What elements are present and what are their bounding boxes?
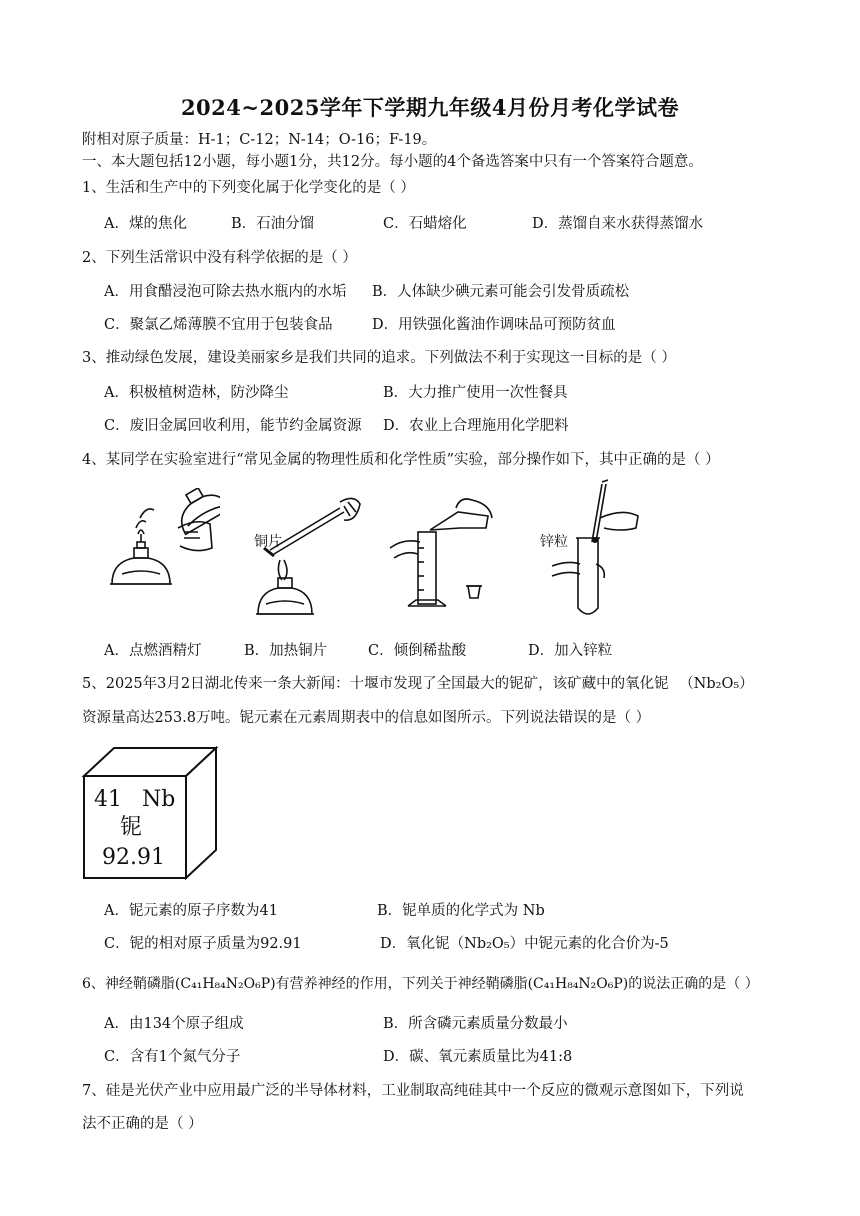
- q2-option-c: C．聚氯乙烯薄膜不宜用于包装食品: [104, 317, 333, 333]
- q3-option-b: B．大力推广使用一次性餐具: [383, 385, 568, 401]
- q6-stem-part-a: 6、神经鞘磷脂: [82, 976, 175, 992]
- q6-option-b: B．所含磷元素质量分数最小: [383, 1016, 568, 1032]
- q3-option-d: D．农业上合理施用化学肥料: [383, 418, 569, 434]
- figure-light-alcohol-lamp: [100, 488, 220, 608]
- q2-stem: 2、下列生活常识中没有科学依据的是（ ）: [82, 250, 357, 266]
- q4-option-d: D．加入锌粒: [528, 643, 613, 659]
- q6-formula-1: (C₄₁H₈₄N₂O₆P): [174, 976, 276, 992]
- zinc-label: 锌粒: [540, 534, 568, 550]
- element-atomic-number: 41: [94, 787, 122, 812]
- q7-stem-line2: 法不正确的是（ ）: [82, 1116, 203, 1132]
- q5-option-b: B．铌单质的化学式为 Nb: [377, 903, 545, 919]
- q7-stem-line1: 7、硅是光伏产业中应用最广泛的半导体材料，工业制取高纯硅其中一个反应的微观示意图如下，下列说: [82, 1083, 744, 1099]
- q5-option-d: D．氧化铌（Nb₂O₅）中铌元素的化合价为-5: [380, 936, 669, 952]
- q5-stem-line1: [82, 674, 754, 694]
- atomic-masses: 附相对原子质量：H-1；C-12；N-14；O-16；F-19。: [82, 132, 437, 148]
- q6-option-c: C．含有1个氮气分子: [104, 1049, 241, 1065]
- q6-stem-part-b: 有营养神经的作用，下列关于神经鞘磷脂: [275, 976, 528, 992]
- element-atomic-mass: 92.91: [102, 845, 165, 870]
- q2-option-d: D．用铁强化酱油作调味品可预防贫血: [372, 317, 616, 333]
- element-cube-niobium: [80, 746, 220, 880]
- q1-option-b: B．石油分馏: [231, 216, 315, 232]
- section-one-instructions: 一、本大题包括12小题，每小题1分，共12分。每小题的4个备选答案中只有一个答案符合题意。: [82, 154, 703, 170]
- q6-formula-2: (C₄₁H₈₄N₂O₆P): [527, 976, 629, 992]
- q5-stem-formula: （Nb₂O₅）: [679, 676, 754, 692]
- q6-stem: [82, 974, 759, 994]
- copper-label: 铜片: [254, 534, 282, 550]
- q5-stem-text: 5、2025年3月2日湖北传来一条大新闻：十堰市发现了全国最大的铌矿，该矿藏中的氧化铌: [82, 676, 669, 692]
- q3-option-a: A．积极植树造林，防沙降尘: [104, 385, 289, 401]
- q1-stem: 1、生活和生产中的下列变化属于化学变化的是（ ）: [82, 180, 415, 196]
- q4-option-a: A．点燃酒精灯: [104, 643, 202, 659]
- q4-stem: 4、某同学在实验室进行“常见金属的物理性质和化学性质”实验，部分操作如下，其中正确的是（ ）: [82, 452, 720, 468]
- q3-stem: 3、推动绿色发展，建设美丽家乡是我们共同的追求。下列做法不利于实现这一目标的是（ ）: [82, 350, 676, 366]
- q2-option-b: B．人体缺少碘元素可能会引发骨质疏松: [372, 284, 630, 300]
- q6-option-d: D．碳、氧元素质量比为41:8: [383, 1049, 573, 1065]
- q1-option-a: A．煤的焦化: [104, 216, 187, 232]
- q1-option-c: C．石蜡熔化: [383, 216, 467, 232]
- q4-option-c: C．倾倒稀盐酸: [368, 643, 467, 659]
- q5-option-c: C．铌的相对原子质量为92.91: [104, 936, 302, 952]
- figure-pour-hcl: [380, 488, 510, 618]
- q5-option-a: A．铌元素的原子序数为41: [104, 903, 278, 919]
- q6-stem-part-c: 的说法正确的是（ ）: [628, 976, 759, 992]
- element-symbol: Nb: [142, 787, 176, 812]
- q2-option-a: A．用食醋浸泡可除去热水瓶内的水垢: [104, 284, 347, 300]
- figure-add-zinc: [540, 478, 650, 628]
- exam-title: 2024~2025学年下学期九年级4月份月考化学试卷: [180, 95, 680, 120]
- figure-heat-copper: [240, 488, 370, 623]
- q5-stem-line2: 资源量高达253.8万吨。铌元素在元素周期表中的信息如图所示。下列说法错误的是（ ）: [82, 710, 651, 726]
- q6-option-a: A．由134个原子组成: [104, 1016, 244, 1032]
- q4-option-b: B．加热铜片: [244, 643, 328, 659]
- q1-option-d: D．蒸馏自来水获得蒸馏水: [532, 216, 704, 232]
- element-name: 铌: [120, 815, 143, 840]
- q3-option-c: C．废旧金属回收利用，能节约金属资源: [104, 418, 362, 434]
